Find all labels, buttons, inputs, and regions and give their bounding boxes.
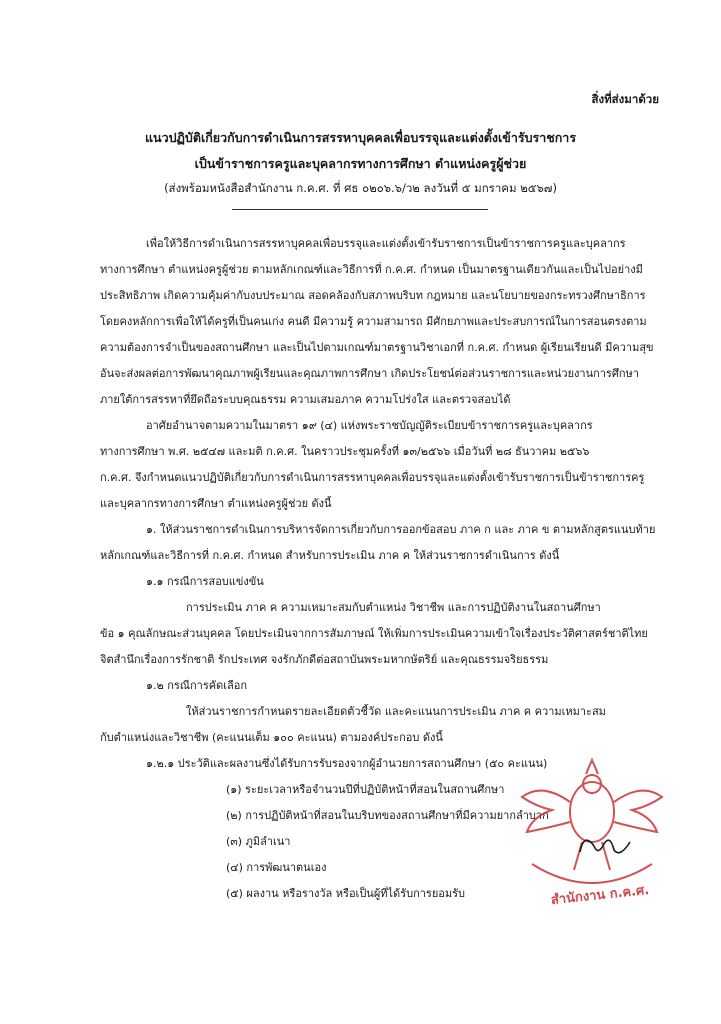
list-item: (๑) ระยะเวลาหรือจำนวนปีที่ปฏิบัติหน้าที่สอนในสถานศึกษา (226, 783, 505, 796)
title-line-1: แนวปฏิบัติเกี่ยวกับการดำเนินการสรรหาบุคคลเพื่อบรรจุและแต่งตั้งเข้ารับราชการ (144, 130, 577, 145)
title-line-2: เป็นข้าราชการครูและบุคลากรทางการศึกษา ตำแหน่งครูผู้ช่วย (194, 156, 527, 171)
body-line: และบุคลากรทางการศึกษา ตำแหน่งครูผู้ช่วย ดังนี้ (100, 497, 332, 510)
body-line: ภายใต้การสรรหาที่ยึดถือระบบคุณธรรม ความเสมอภาค ความโปร่งใส และตรวจสอบได้ (100, 393, 511, 406)
body-line: ทางการศึกษา พ.ศ. ๒๕๔๗ และมติ ก.ค.ศ. ในคราวประชุมครั้งที่ ๑๓/๒๕๖๖ เมื่อวันที่ ๒๘ ธันวาคม ๒๕๖๖ (100, 445, 590, 458)
body-line: โดยคงหลักการเพื่อให้ได้ครูที่เป็นคนเก่ง คนดี มีความรู้ ความสามารถ มีศักยภาพและประสบการณ์ในการสอนตรงตาม (100, 315, 647, 328)
body-line: กับตำแหน่งและวิชาชีพ (คะแนนเต็ม ๑๐๐ คะแนน) ตามองค์ประกอบ ดังนี้ (100, 731, 443, 744)
body-line: ทางการศึกษา ตำแหน่งครูผู้ช่วย ตามหลักเกณฑ์และวิธีการที่ ก.ค.ศ. กำหนด เป็นมาตรฐานเดียวกันและเป็นไปอย่างมี (100, 263, 643, 276)
body-line: หลักเกณฑ์และวิธีการที่ ก.ค.ศ. กำหนด สำหรับการประเมิน ภาค ค ให้ส่วนราชการดำเนินการ ดังนี้ (100, 549, 560, 562)
stamp-text: สำนักงาน ก.ค.ศ. (550, 882, 650, 909)
reference-line: (ส่งพร้อมหนังสือสำนักงาน ก.ค.ศ. ที่ ศธ ๐๒๐๖.๖/ว๒ ลงวันที่ ๕ มกราคม ๒๕๖๗) (164, 181, 557, 195)
body-line: ความต้องการจำเป็นของสถานศึกษา และเป็นไปตามเกณฑ์มาตรฐานวิชาเอกที่ ก.ค.ศ. กำหนด ผู้เรียนเรียนดี มีความสุข (100, 341, 654, 354)
subsection-heading: ๑.๒.๑ ประวัติและผลงานซึ่งได้รับการรับรองจากผู้อำนวยการสถานศึกษา (๕๐ คะแนน) (146, 757, 548, 770)
section-heading: ๑.๑ กรณีการสอบแข่งขัน (146, 575, 264, 588)
section-heading: ๑.๒ กรณีการคัดเลือก (146, 679, 248, 692)
list-item: (๓) ภูมิลำเนา (226, 835, 291, 848)
body-line: การประเมิน ภาค ค ความเหมาะสมกับตำแหน่ง วิชาชีพ และการปฏิบัติงานในสถานศึกษา (186, 601, 601, 614)
handwritten-signature (574, 826, 634, 866)
body-line: ประสิทธิภาพ เกิดความคุ้มค่ากับงบประมาณ สอดคล้องกับสภาพบริบท กฎหมาย และนโยบายของกระทรวงศึกษาธิการ (100, 289, 646, 302)
list-item: (๔) การพัฒนาตนเอง (226, 861, 327, 874)
list-item: (๒) การปฏิบัติหน้าที่สอนในบริบทของสถานศึกษาที่มีความยากลำบาก (226, 809, 549, 822)
body-line: จิตสำนึกเรื่องการรักชาติ รักประเทศ จงรักภักดีต่อสถาบันพระมหากษัตริย์ และคุณธรรมจริยธรรม (100, 653, 549, 666)
divider (232, 209, 488, 210)
enclosure-label: สิ่งที่ส่งมาด้วย (591, 92, 659, 106)
body-line: ๑. ให้ส่วนราชการดำเนินการบริหารจัดการเกี่ยวกับการออกข้อสอบ ภาค ก และ ภาค ข ตามหลักสูตรแนบท้าย (146, 523, 656, 536)
body-line: ก.ค.ศ. จึงกำหนดแนวปฏิบัติเกี่ยวกับการดำเนินการสรรหาบุคคลเพื่อบรรจุและแต่งตั้งเข้ารับราชการเป็นข้าราชการครู (100, 471, 645, 484)
body-line: เพื่อให้วิธีการดำเนินการสรรหาบุคคลเพื่อบรรจุและแต่งตั้งเข้ารับราชการเป็นข้าราชการครูและบุคลากร (146, 237, 626, 250)
body-line: ให้ส่วนราชการกำหนดรายละเอียดตัวชี้วัด และคะแนนการประเมิน ภาค ค ความเหมาะสม (186, 705, 606, 718)
list-item: (๕) ผลงาน หรือรางวัล หรือเป็นผู้ที่ได้รับการยอมรับ (226, 887, 466, 900)
body-line: อันจะส่งผลต่อการพัฒนาคุณภาพผู้เรียนและคุณภาพการศึกษา เกิดประโยชน์ต่อส่วนราชการและหน่วยงานการศึกษา (100, 367, 639, 380)
body-line: อาศัยอำนาจตามความในมาตรา ๑๙ (๔) แห่งพระราชบัญญัติระเบียบข้าราชการครูและบุคลากร (146, 419, 593, 432)
body-line: ข้อ ๑ คุณลักษณะส่วนบุคคล โดยประเมินจากการสัมภาษณ์ ให้เพิ่มการประเมินความเข้าใจเรื่องประวัติศาสตร์ชาติไทย (100, 627, 648, 640)
